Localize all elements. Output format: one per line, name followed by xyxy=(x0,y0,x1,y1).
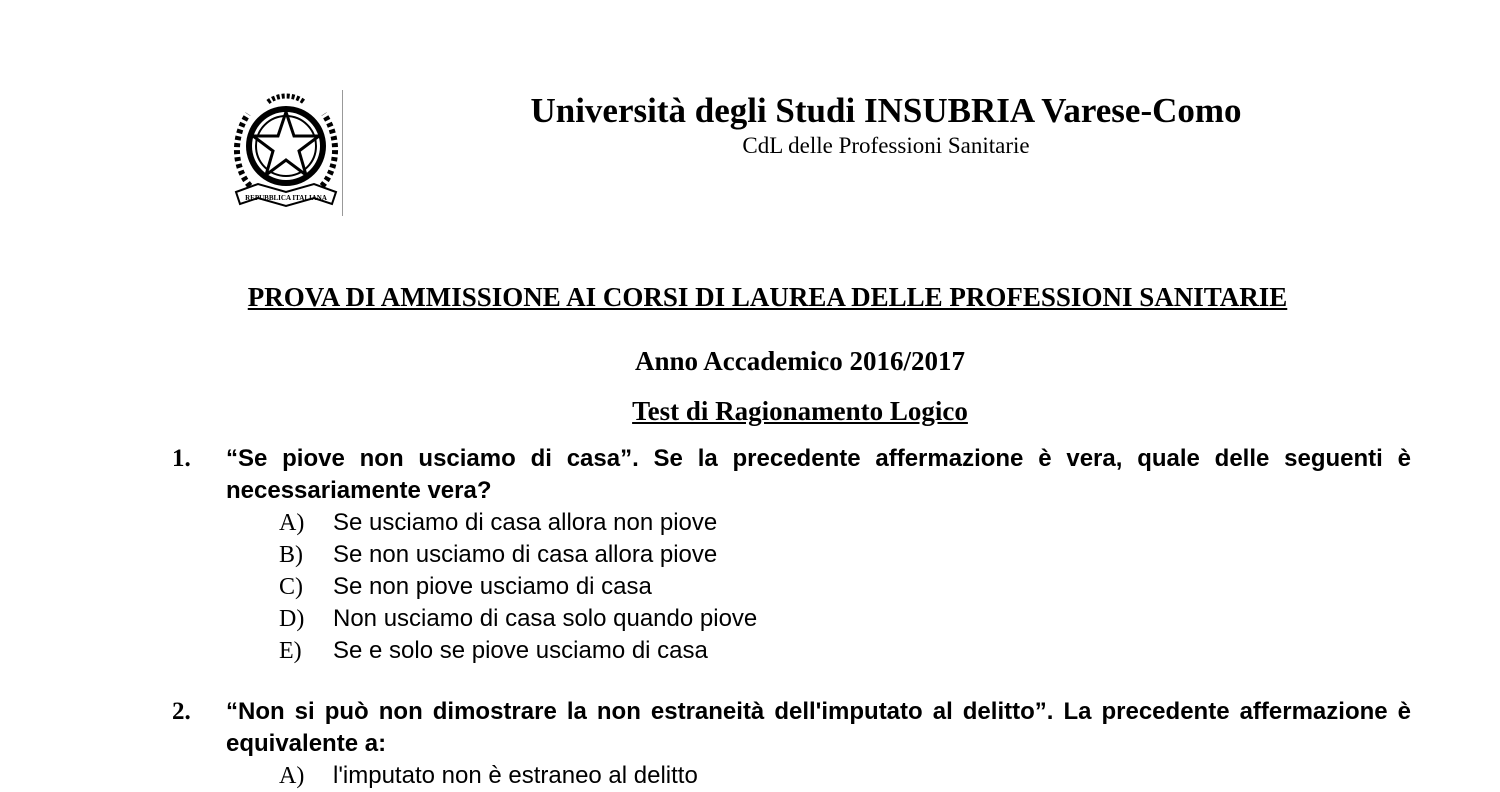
option-letter: C) xyxy=(279,574,303,600)
option-letter: E) xyxy=(279,638,302,664)
option-text: Se non piove usciamo di casa xyxy=(333,573,652,600)
option-text: Se usciamo di casa allora non piove xyxy=(333,509,718,536)
option-text: Non usciamo di casa solo quando piove xyxy=(333,605,758,632)
option-text: Se non usciamo di casa allora piove xyxy=(333,541,718,568)
option-letter: B) xyxy=(279,542,303,568)
option-text: Se e solo se piove usciamo di casa xyxy=(333,637,708,664)
answer-option xyxy=(0,603,1500,635)
university-title: Università degli Studi INSUBRIA Varese-Como xyxy=(530,91,1242,130)
question-number: 2. xyxy=(172,698,191,725)
course-subtitle: CdL delle Professioni Sanitarie xyxy=(742,133,1030,158)
option-letter: D) xyxy=(279,606,305,632)
academic-year: Anno Accademico 2016/2017 xyxy=(635,346,965,376)
option-text: l'imputato non è estraneo al delitto xyxy=(333,762,698,789)
question-number: 1. xyxy=(172,445,191,472)
question-text: “Non si può non dimostrare la non estraneità dell'imputato al delitto”. La precedente affermazione è equivalente a: xyxy=(226,698,1411,757)
answer-option xyxy=(0,539,1500,571)
option-letter: A) xyxy=(279,510,305,536)
section-heading xyxy=(100,394,1500,428)
answer-option xyxy=(0,507,1500,539)
answer-option xyxy=(0,635,1500,667)
question-text: “Se piove non usciamo di casa”. Se la precedente affermazione è vera, quale delle seguenti è necessariamente vera? xyxy=(226,445,1411,504)
option-letter: A) xyxy=(279,763,305,789)
emblem-ribbon-text: REPUBBLICA ITALIANA xyxy=(245,194,327,202)
section-heading-text: Test di Ragionamento Logico xyxy=(632,396,968,426)
exam-title-text: PROVA DI AMMISSIONE AI CORSI DI LAUREA DELLE PROFESSIONI SANITARIE xyxy=(247,282,1288,312)
emblem-divider xyxy=(342,90,343,216)
answer-option xyxy=(0,571,1500,603)
exam-title xyxy=(100,280,1435,314)
republic-emblem-icon xyxy=(228,88,344,218)
answer-option xyxy=(0,760,1500,792)
